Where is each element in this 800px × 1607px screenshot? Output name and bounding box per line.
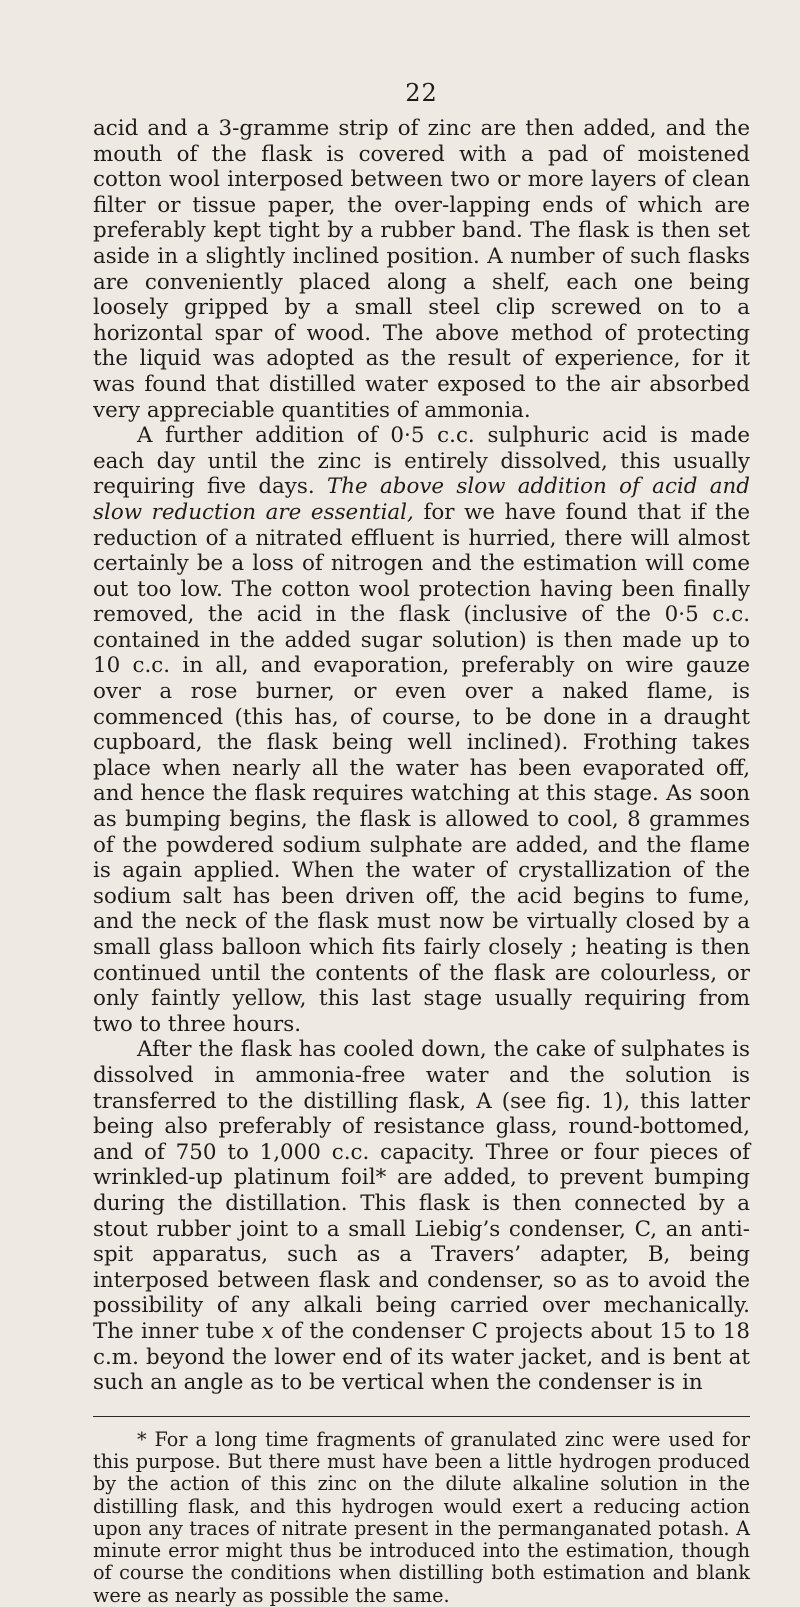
paragraph-2	[93, 423, 750, 1037]
paragraph-3-text-start: After the flask has cooled down, the cake of sulphates is dissolved in ammonia-free water and the solution is transferred to the distilling flask, A (see fig. 1), this latter being also preferably of resistance glass, round-bottomed, and of 750 to 1,000 c.c. capacity. Three or four pieces of wrinkled-up platinum foil* are added, to prevent bumping during the distillation. This flask is then connected by a stout rubber joint to a small Liebig’s condenser, C, an anti-spit apparatus, such as a Travers’ adapter, B, being interposed between flask and condenser, so as to avoid the possibility of any alkali being carried over mechanically. The inner tube	[93, 1037, 750, 1344]
paragraph-1	[93, 116, 750, 423]
paragraph-3-text-end: of the condenser C projects about 15 to 18 c.m. beyond the lower end of its water jacket, and is bent at such an angle as to be vertical when the condenser is in	[93, 1318, 751, 1396]
page-number: 22	[405, 79, 438, 107]
paragraph-2-italic-text: The above slow addition of acid and slow reduction are essential,	[93, 474, 750, 525]
paragraph-2-text-start: A further addition of 0·5 c.c. sulphuric acid is made each day until the zinc is entirely dissolved, this usually requiring five days.	[93, 423, 750, 500]
footnote-divider	[93, 1416, 750, 1417]
body-text	[93, 116, 750, 1396]
footnote: * For a long time fragments of granulated zinc were used for this purpose. But there must have been a little hydrogen produced by the action of this zinc on the dilute alkaline solution in the distilling flask, and this hydrogen would exert a reducing action upon any traces of nitrate present in the permanganated potash. A minute error might thus be introduced into the estimation, though of course the conditions when distilling both estimation and blank were as nearly as possible the same.	[93, 1427, 750, 1607]
paragraph-3	[93, 1037, 750, 1395]
paragraph-2-text-end: for we have found that if the reduction of a nitrated effluent is hurried, there will almost certainly be a loss of nitrogen and the estimation will come out too low. The cotton wool protection having been finally removed, the acid in the flask (inclusive of the 0·5 c.c. contained in the added sugar solution) is then made up to 10 c.c. in all, and evaporation, preferably on wire gauze over a rose burner, or even over a naked flame, is commenced (this has, of course, to be done in a draught cupboard, the flask being well inclined). Frothing takes place when nearly all the water has been evaporated off, and hence the flask requires watching at this stage. As soon as bumping begins, the flask is allowed to cool, 8 grammes of the powdered sodium sulphate are added, and the flame is again applied. When the water of crystallization of the sodium salt has been driven off, the acid begins to fume, and the neck of the flask must now be virtually closed by a small glass balloon which fits fairly closely ; heating is then continued until the contents of the flask are colourless, or only faintly yellow, this last stage usually requiring from two to three hours.	[93, 499, 750, 1037]
paragraph-1-text: acid and a 3-gramme strip of zinc are then added, and the mouth of the flask is covered with a pad of moistened cotton wool interposed between two or more layers of clean filter or tissue paper, the over-lapping ends of which are preferably kept tight by a rubber band. The flask is then set aside in a slightly inclined position. A number of such flasks are conveniently placed along a shelf, each one being loosely gripped by a small steel clip screwed on to a horizontal spar of wood. The above method of protecting the liquid was adopted as the result of experience, for it was found that distilled water exposed to the air absorbed very appreciable quantities of ammonia.	[93, 116, 750, 423]
paragraph-3-italic-variable: x	[261, 1318, 274, 1344]
